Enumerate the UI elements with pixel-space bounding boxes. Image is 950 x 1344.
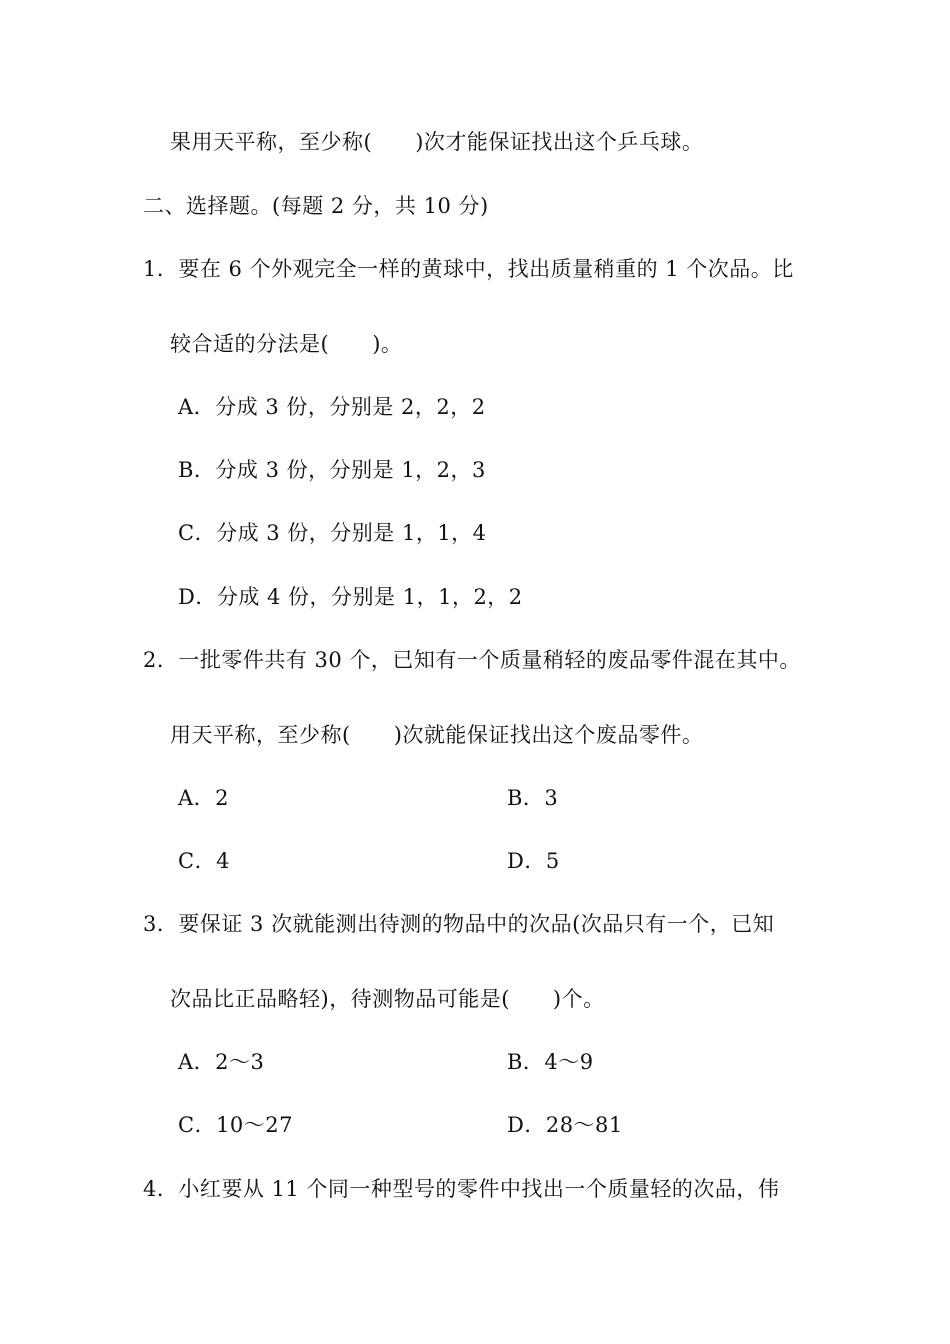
question-1-stem-line2: 较合适的分法是( )。 (170, 332, 403, 356)
question-1-option-b[interactable]: B．分成 3 份，分别是 1，2，3 (178, 458, 486, 482)
question-1-option-c[interactable]: C．分成 3 份，分别是 1，1，4 (178, 521, 487, 545)
question-3-option-a[interactable]: A．2～3 (178, 1050, 265, 1074)
section-heading: 二、选择题。(每题 2 分，共 10 分) (143, 194, 489, 218)
question-2-stem-line2: 用天平称，至少称( )次就能保证找出这个废品零件。 (170, 723, 704, 747)
question-3-option-d[interactable]: D．28～81 (507, 1113, 623, 1137)
question-4-stem-line1: 4．小红要从 11 个同一种型号的零件中找出一个质量轻的次品，伟 (143, 1177, 780, 1201)
continuation-text: 果用天平称，至少称( )次才能保证找出这个乒乓球。 (170, 130, 704, 154)
question-3-option-c[interactable]: C．10～27 (178, 1113, 294, 1137)
question-2-option-d[interactable]: D．5 (507, 849, 560, 873)
question-1-stem-line1: 1．要在 6 个外观完全一样的黄球中，找出质量稍重的 1 个次品。比 (143, 257, 794, 281)
question-1-option-d[interactable]: D．分成 4 份，分别是 1，1，2，2 (178, 585, 523, 609)
question-3-option-b[interactable]: B．4～9 (507, 1050, 594, 1074)
question-1-option-a[interactable]: A．分成 3 份，分别是 2，2，2 (178, 395, 486, 419)
question-2-option-b[interactable]: B．3 (507, 786, 559, 810)
question-2-option-a[interactable]: A．2 (178, 786, 230, 810)
question-2-stem-line1: 2．一批零件共有 30 个，已知有一个质量稍轻的废品零件混在其中。 (143, 648, 801, 672)
question-3-stem-line1: 3．要保证 3 次就能测出待测的物品中的次品(次品只有一个，已知 (143, 912, 775, 936)
question-3-stem-line2: 次品比正品略轻)，待测物品可能是( )个。 (170, 987, 605, 1011)
question-2-option-c[interactable]: C．4 (178, 849, 230, 873)
